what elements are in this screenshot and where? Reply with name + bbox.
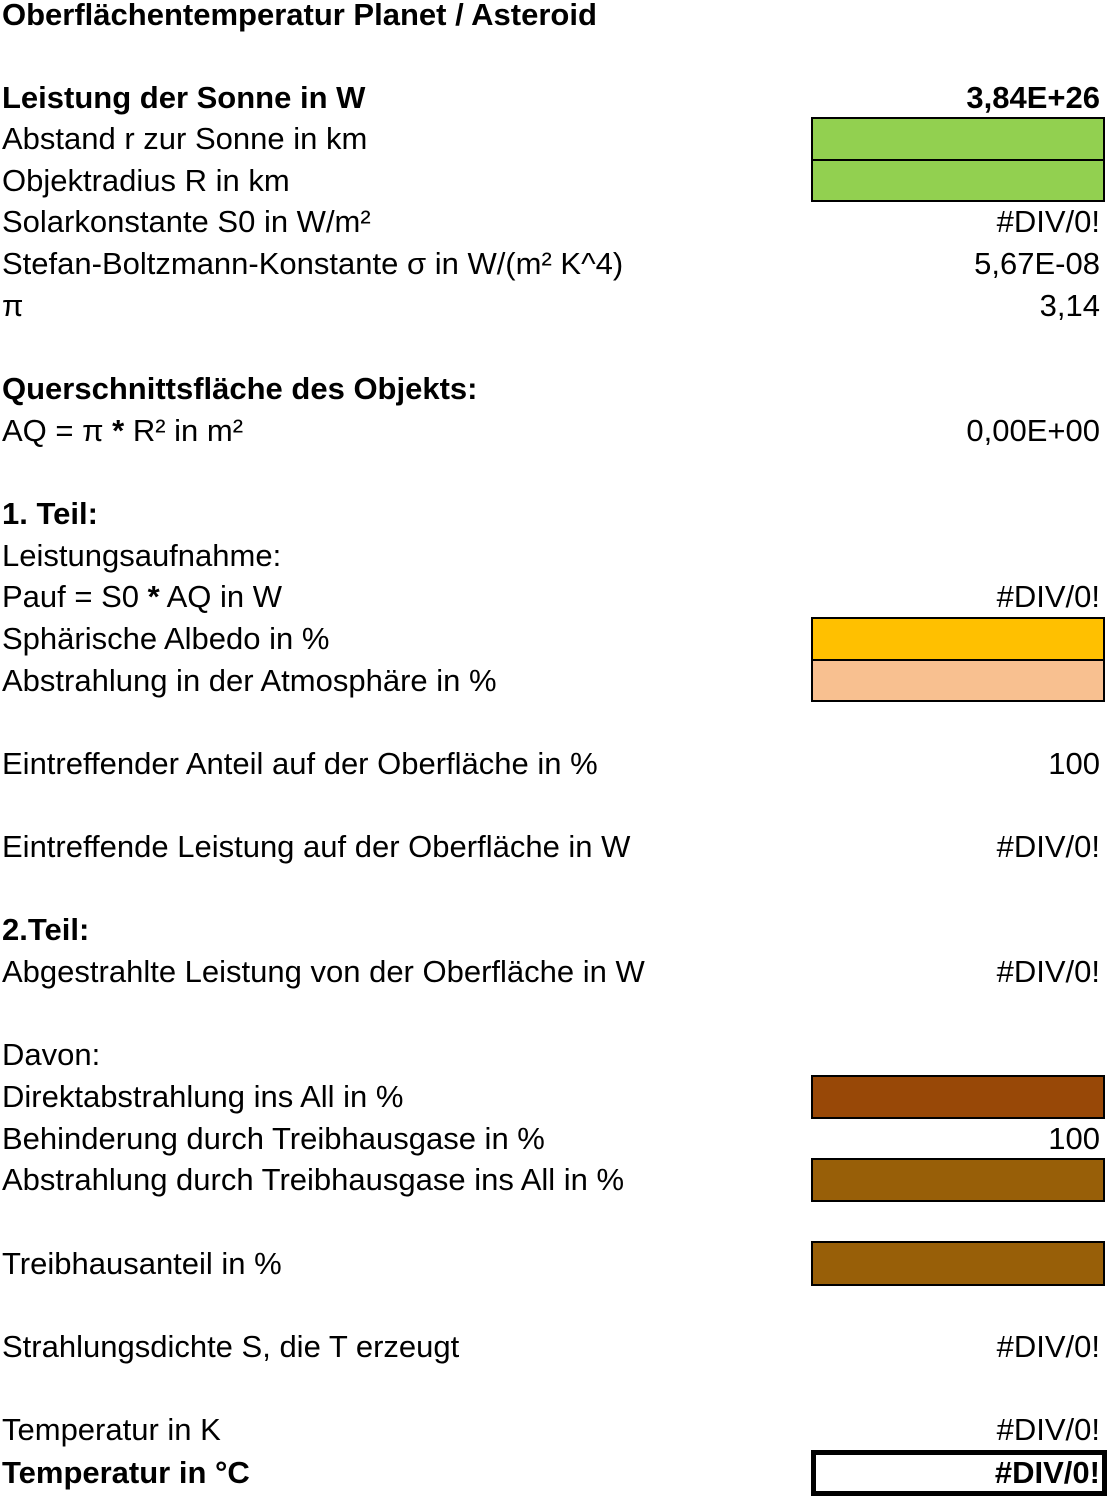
row-solarkonstante xyxy=(0,201,1107,242)
row-davon xyxy=(0,1034,1107,1075)
value-stefan-boltzmann[interactable]: 5,67E-08 xyxy=(974,246,1100,281)
label-aq-post: R² in m² xyxy=(124,413,244,448)
value-abgestrahlte-leistung[interactable]: #DIV/0! xyxy=(996,954,1100,989)
input-cell-abstrahlung-treibhaus[interactable] xyxy=(811,1158,1105,1202)
value-temp-c: #DIV/0! xyxy=(994,1455,1100,1490)
row-pauf xyxy=(0,576,1107,617)
label-aq-star: * xyxy=(112,413,125,448)
label-leistungsaufnahme: Leistungsaufnahme: xyxy=(2,538,282,573)
value-temp-k[interactable]: #DIV/0! xyxy=(996,1412,1100,1447)
input-cell-direktabstrahlung[interactable] xyxy=(811,1075,1105,1119)
row-temp-k xyxy=(0,1409,1107,1450)
label-strahlungsdichte: Strahlungsdichte S, die T erzeugt xyxy=(2,1329,460,1364)
label-pauf-post: AQ in W xyxy=(159,579,283,614)
label-temp-k: Temperatur in K xyxy=(2,1412,221,1447)
label-abgestrahlte-leistung: Abgestrahlte Leistung von der Oberfläche in W xyxy=(2,954,645,989)
label-treibhausanteil: Treibhausanteil in % xyxy=(2,1246,282,1281)
input-cell-albedo[interactable] xyxy=(811,617,1105,661)
value-eintreffende-leistung[interactable]: #DIV/0! xyxy=(996,829,1100,864)
value-leistung-sonne[interactable]: 3,84E+26 xyxy=(966,80,1100,115)
row-teil2-heading xyxy=(0,909,1107,950)
label-pauf-pre: Pauf = S0 xyxy=(2,579,148,614)
row-leistung-sonne xyxy=(0,77,1107,118)
input-cell-treibhausanteil[interactable] xyxy=(811,1241,1105,1286)
input-cell-abstrahlung-atmo[interactable] xyxy=(811,659,1105,702)
label-behinderung: Behinderung durch Treibhausgase in % xyxy=(2,1121,545,1156)
value-eintreffender-anteil[interactable]: 100 xyxy=(1048,746,1100,781)
input-cell-objektradius[interactable] xyxy=(811,159,1105,202)
row-behinderung xyxy=(0,1118,1107,1159)
value-aq[interactable]: 0,00E+00 xyxy=(966,413,1100,448)
label-abstrahlung-treibhaus: Abstrahlung durch Treibhausgase ins All in % xyxy=(2,1162,625,1197)
label-pauf xyxy=(2,576,282,617)
label-stefan-boltzmann: Stefan-Boltzmann-Konstante σ in W/(m² K^4) xyxy=(2,246,624,281)
row-stefan-boltzmann xyxy=(0,243,1107,284)
value-strahlungsdichte[interactable]: #DIV/0! xyxy=(996,1329,1100,1364)
label-pi: π xyxy=(2,288,24,323)
label-aq xyxy=(2,410,243,451)
value-behinderung[interactable]: 100 xyxy=(1048,1121,1100,1156)
label-direktabstrahlung: Direktabstrahlung ins All in % xyxy=(2,1079,404,1114)
label-eintreffende-leistung: Eintreffende Leistung auf der Oberfläche in W xyxy=(2,829,631,864)
value-solarkonstante[interactable]: #DIV/0! xyxy=(996,204,1100,239)
label-solarkonstante: Solarkonstante S0 in W/m² xyxy=(2,204,371,239)
heading-teil2: 2.Teil: xyxy=(2,912,90,947)
value-pi[interactable]: 3,14 xyxy=(1039,288,1100,323)
input-cell-abstand[interactable] xyxy=(811,117,1105,161)
label-aq-pre: AQ = π xyxy=(2,413,113,448)
label-davon: Davon: xyxy=(2,1037,101,1072)
sheet-title: Oberflächentemperatur Planet / Asteroid xyxy=(2,0,597,32)
label-abstand: Abstand r zur Sonne in km xyxy=(2,121,368,156)
title-row xyxy=(0,0,1107,35)
label-objektradius: Objektradius R in km xyxy=(2,163,290,198)
heading-teil1: 1. Teil: xyxy=(2,496,98,531)
label-leistung-sonne: Leistung der Sonne in W xyxy=(2,80,366,115)
row-abgestrahlte-leistung xyxy=(0,951,1107,992)
label-albedo: Sphärische Albedo in % xyxy=(2,621,330,656)
heading-querschnitt: Querschnittsfläche des Objekts: xyxy=(2,371,478,406)
label-temp-c: Temperatur in °C xyxy=(2,1455,250,1490)
value-pauf[interactable]: #DIV/0! xyxy=(996,579,1100,614)
row-teil1-heading xyxy=(0,493,1107,534)
row-aq xyxy=(0,410,1107,451)
row-querschnitt-heading xyxy=(0,368,1107,409)
row-eintreffende-leistung xyxy=(0,826,1107,867)
row-strahlungsdichte xyxy=(0,1326,1107,1367)
row-pi xyxy=(0,285,1107,326)
row-leistungsaufnahme xyxy=(0,535,1107,576)
row-eintreffender-anteil xyxy=(0,743,1107,784)
label-pauf-star: * xyxy=(147,579,160,614)
label-eintreffender-anteil: Eintreffender Anteil auf der Oberfläche in % xyxy=(2,746,598,781)
label-abstrahlung-atmo: Abstrahlung in der Atmosphäre in % xyxy=(2,663,497,698)
